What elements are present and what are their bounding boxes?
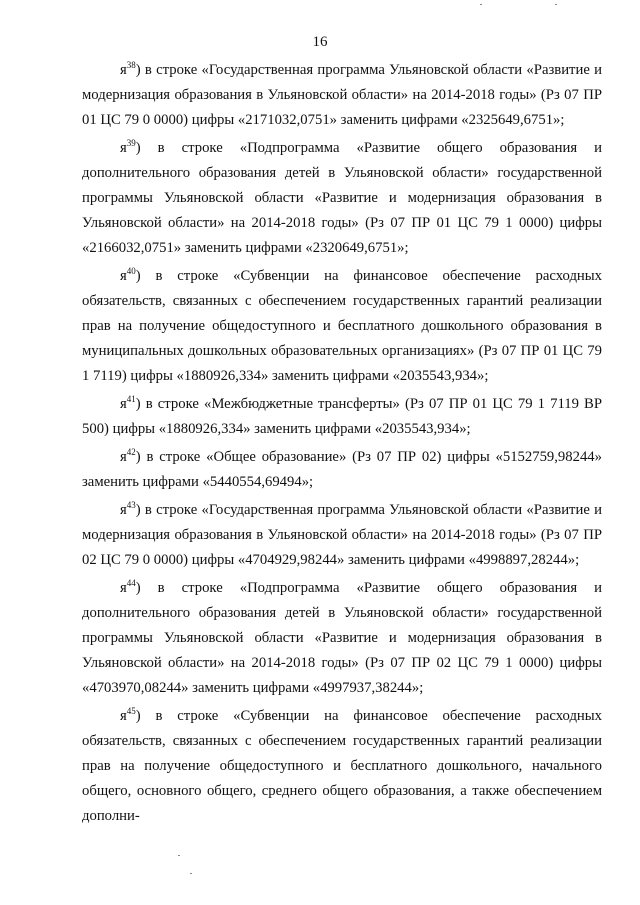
item-number: 42 <box>126 447 136 457</box>
item-text: ) в строке «Подпрограмма «Развитие общего образования и дополнительного образования детей в Ульяновской области» государственной программы Ульяновской области «Развитие и модернизация образования в Ульяновской области» на 2014-2018 годы» (Рз 07 ПР 02 ЦС 79 1 0000) цифры «4703970,08244» заменить цифрами «4997937,38244»; <box>82 580 602 696</box>
page-number: 16 <box>312 34 328 50</box>
item-text: ) в строке «Субвенции на финансовое обеспечение расходных обязательств, связанных с обеспечением государственных гарантий реализации прав на получение общедоступного и бесплатного дошкольного, начального общего, основного общего, среднего общего образования, а также обеспечением дополни- <box>82 708 602 824</box>
item-letter: я <box>120 268 127 284</box>
item-letter: я <box>120 140 127 156</box>
amendment-item <box>82 445 602 495</box>
amendment-item <box>82 704 602 829</box>
scan-speck <box>555 4 557 5</box>
item-text: ) в строке «Субвенции на финансовое обеспечение расходных обязательств, связанных с обеспечением государственных гарантий реализации прав на получение общедоступного и бесплатного дошкольного образования в муниципальных дошкольных образовательных организациях» (Рз 07 ПР 01 ЦС 79 1 7119) цифры «1880926,334» заменить цифрами «2035543,934»; <box>82 268 602 384</box>
amendment-item <box>82 392 602 442</box>
item-letter: я <box>120 708 127 724</box>
amendment-item <box>82 498 602 573</box>
scan-speck <box>480 4 482 5</box>
scan-speck <box>190 873 192 874</box>
scan-speck <box>178 855 180 856</box>
amendment-item <box>82 264 602 389</box>
item-number: 43 <box>126 500 136 510</box>
item-letter: я <box>120 62 127 78</box>
item-number: 44 <box>126 578 136 588</box>
document-body <box>82 58 602 829</box>
item-number: 40 <box>126 266 136 276</box>
item-letter: я <box>120 449 127 465</box>
item-letter: я <box>120 580 127 596</box>
item-text: ) в строке «Подпрограмма «Развитие общего образования и дополнительного образования детей в Ульяновской области» государственной программы Ульяновской области «Развитие и модернизация образования в Ульяновской области» на 2014-2018 годы» (Рз 07 ПР 01 ЦС 79 1 0000) цифры «2166032,0751» заменить цифрами «2320649,6751»; <box>82 140 602 256</box>
item-letter: я <box>120 502 127 518</box>
item-letter: я <box>120 396 127 412</box>
item-number: 45 <box>126 706 136 716</box>
item-text: ) в строке «Государственная программа Ульяновской области «Развитие и модернизация образования в Ульяновской области» на 2014-2018 годы» (Рз 07 ПР 01 ЦС 79 0 0000) цифры «2171032,0751» заменить цифрами «2325649,6751»; <box>82 62 602 128</box>
item-text: ) в строке «Межбюджетные трансферты» (Рз 07 ПР 01 ЦС 79 1 7119 ВР 500) цифры «1880926,334» заменить цифрами «2035543,934»; <box>82 396 602 437</box>
item-text: ) в строке «Общее образование» (Рз 07 ПР 02) цифры «5152759,98244» заменить цифрами «5440554,69494»; <box>82 449 602 490</box>
item-number: 38 <box>126 60 136 70</box>
item-number: 39 <box>126 138 136 148</box>
item-text: ) в строке «Государственная программа Ульяновской области «Развитие и модернизация образования в Ульяновской области» на 2014-2018 годы» (Рз 07 ПР 02 ЦС 79 0 0000) цифры «4704929,98244» заменить цифрами «4998897,28244»; <box>82 502 602 568</box>
amendment-item <box>82 136 602 261</box>
amendment-item <box>82 576 602 701</box>
item-number: 41 <box>126 394 136 404</box>
amendment-item <box>82 58 602 133</box>
